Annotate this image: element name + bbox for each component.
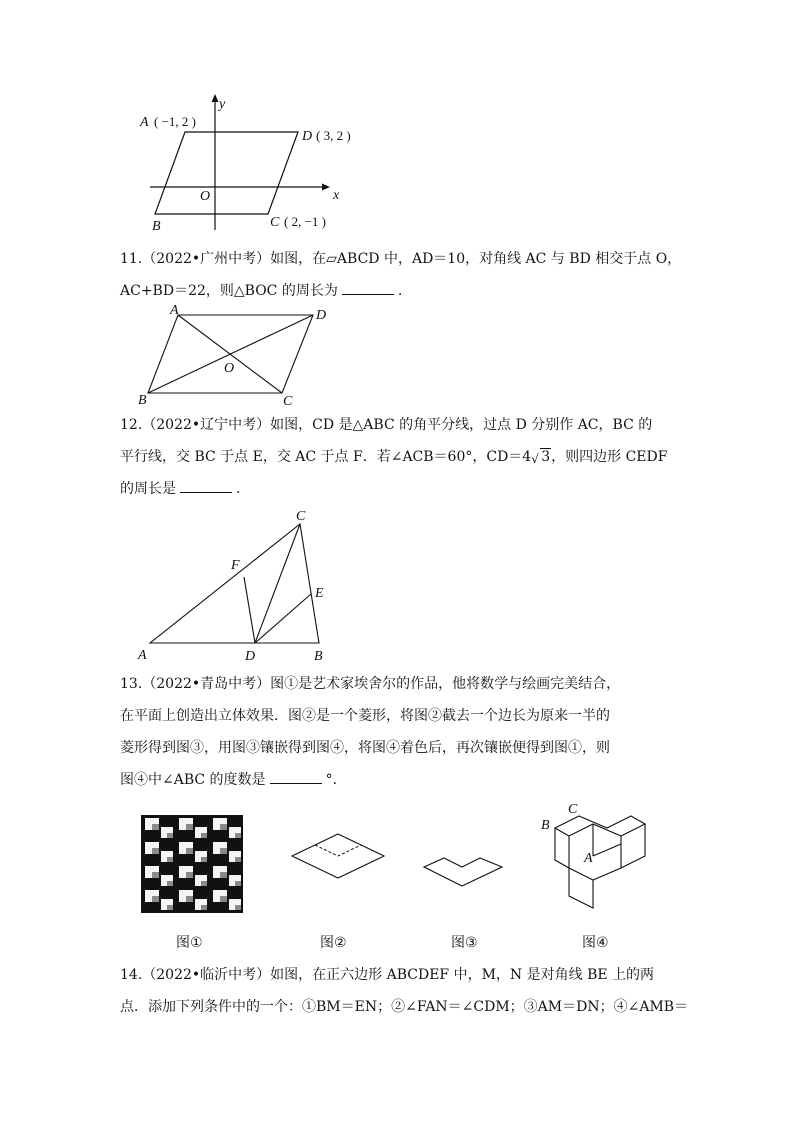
point-c-label: C [296, 509, 306, 524]
caption-figure-4: 图④ [582, 935, 609, 951]
y-axis-label: y [219, 97, 226, 112]
dashed-cut [315, 845, 361, 856]
problem-12-line-3: 的周长是 . [120, 473, 680, 505]
point-b-label: B [541, 818, 550, 833]
problem-13-line-4: 图④中∠ABC 的度数是 °． [120, 764, 680, 796]
sqrt-3: √ 3 [531, 449, 551, 466]
point-c-label: C [270, 215, 280, 230]
answer-blank[interactable] [342, 278, 394, 295]
figure-2-rhombus [290, 830, 386, 880]
point-a-label: A [140, 115, 149, 130]
point-b-label: B [152, 219, 161, 234]
segment-de [255, 594, 311, 643]
point-d-label: D [302, 129, 313, 144]
problem-14-line-2: 点．添加下列条件中的一个：①BM＝EN；②∠FAN＝∠CDM；③AM＝DN；④∠AMB＝ [120, 999, 689, 1015]
figure-4-tessellation [535, 800, 645, 910]
point-c-coord: ( 2, −1 ) [284, 214, 326, 229]
answer-blank[interactable] [270, 767, 322, 784]
problem-13-line-3: 菱形得到图③，用图③镶嵌得到图④，将图④着色后，再次镶嵌便得到图①，则 [120, 740, 610, 756]
problem-13 [120, 668, 680, 796]
point-c-label: C [283, 394, 293, 409]
figure-3-cut-rhombus [422, 850, 504, 890]
problem-11-line-1: 11.（2022•广州中考）如图，在▱ABCD 中，AD＝10，对角线 AC 与 BD 相交于点 O， [120, 251, 682, 267]
problem-11-line-2: AC+BD＝22，则△BOC 的周长为 . [120, 275, 680, 307]
problem-12 [120, 409, 680, 505]
edge-join [569, 868, 593, 880]
problem-11 [120, 243, 680, 307]
x-axis-arrow [322, 184, 330, 191]
point-b-label: B [138, 393, 147, 408]
edge-join-2 [593, 844, 621, 856]
point-d-label: D [245, 649, 256, 664]
origin-label: O [200, 189, 211, 204]
caption-figure-1: 图① [176, 935, 203, 951]
answer-blank[interactable] [180, 476, 232, 493]
point-c-label: C [568, 802, 578, 817]
problem-12-line-1: 12.（2022•辽宁中考）如图，CD 是△ABC 的角平分线，过点 D 分别作 AC，BC 的 [120, 417, 653, 433]
point-e-label: E [315, 586, 324, 601]
point-a-coord: ( −1, 2 ) [154, 114, 196, 129]
point-f-label: F [231, 558, 240, 573]
x-axis-label: x [333, 188, 340, 203]
problem-14-line-1: 14.（2022•临沂中考）如图，在正六边形 ABCDEF 中，M，N 是对角线 BE 上的两 [120, 967, 655, 983]
figure-parallelogram-diagonals [130, 300, 340, 410]
problem-11-line-2-text: AC+BD＝22，则△BOC 的周长为 [120, 283, 338, 299]
caption-figure-2: 图② [320, 935, 347, 951]
problem-12-line-2: 平行线，交 BC 于点 E，交 AC 于点 F．若∠ACB＝60°，CD＝4 √ 3，则四边形 CEDF [120, 441, 680, 473]
point-a-label: A [584, 851, 593, 866]
y-axis-arrow [212, 94, 219, 102]
figure-coordinate-parallelogram [130, 90, 370, 240]
problem-14 [120, 959, 689, 1023]
parallelogram-abcd [155, 132, 298, 214]
point-d-coord: ( 3, 2 ) [316, 128, 351, 143]
problem-13-line-1: 13.（2022•青岛中考）图①是艺术家埃舍尔的作品，他将数学与绘画完美结合， [120, 676, 621, 692]
figure-1-escher-tiling [141, 815, 243, 913]
segment-df [244, 577, 255, 643]
figure-triangle-cedf [130, 505, 350, 665]
caption-figure-3: 图③ [451, 935, 478, 951]
point-b-label: B [314, 649, 323, 664]
cut-rhombus-shape [424, 858, 502, 886]
point-o-label: O [224, 361, 235, 376]
diagonal-bd [148, 315, 313, 393]
point-d-label: D [316, 308, 327, 323]
outline [555, 828, 621, 908]
problem-13-line-2: 在平面上创造出立体效果．图②是一个菱形，将图②截去一个边长为原来一半的 [120, 708, 610, 724]
point-a-label: A [138, 648, 147, 663]
point-a-label: A [170, 303, 179, 318]
top-face [555, 816, 645, 836]
escher-artwork [141, 815, 243, 913]
